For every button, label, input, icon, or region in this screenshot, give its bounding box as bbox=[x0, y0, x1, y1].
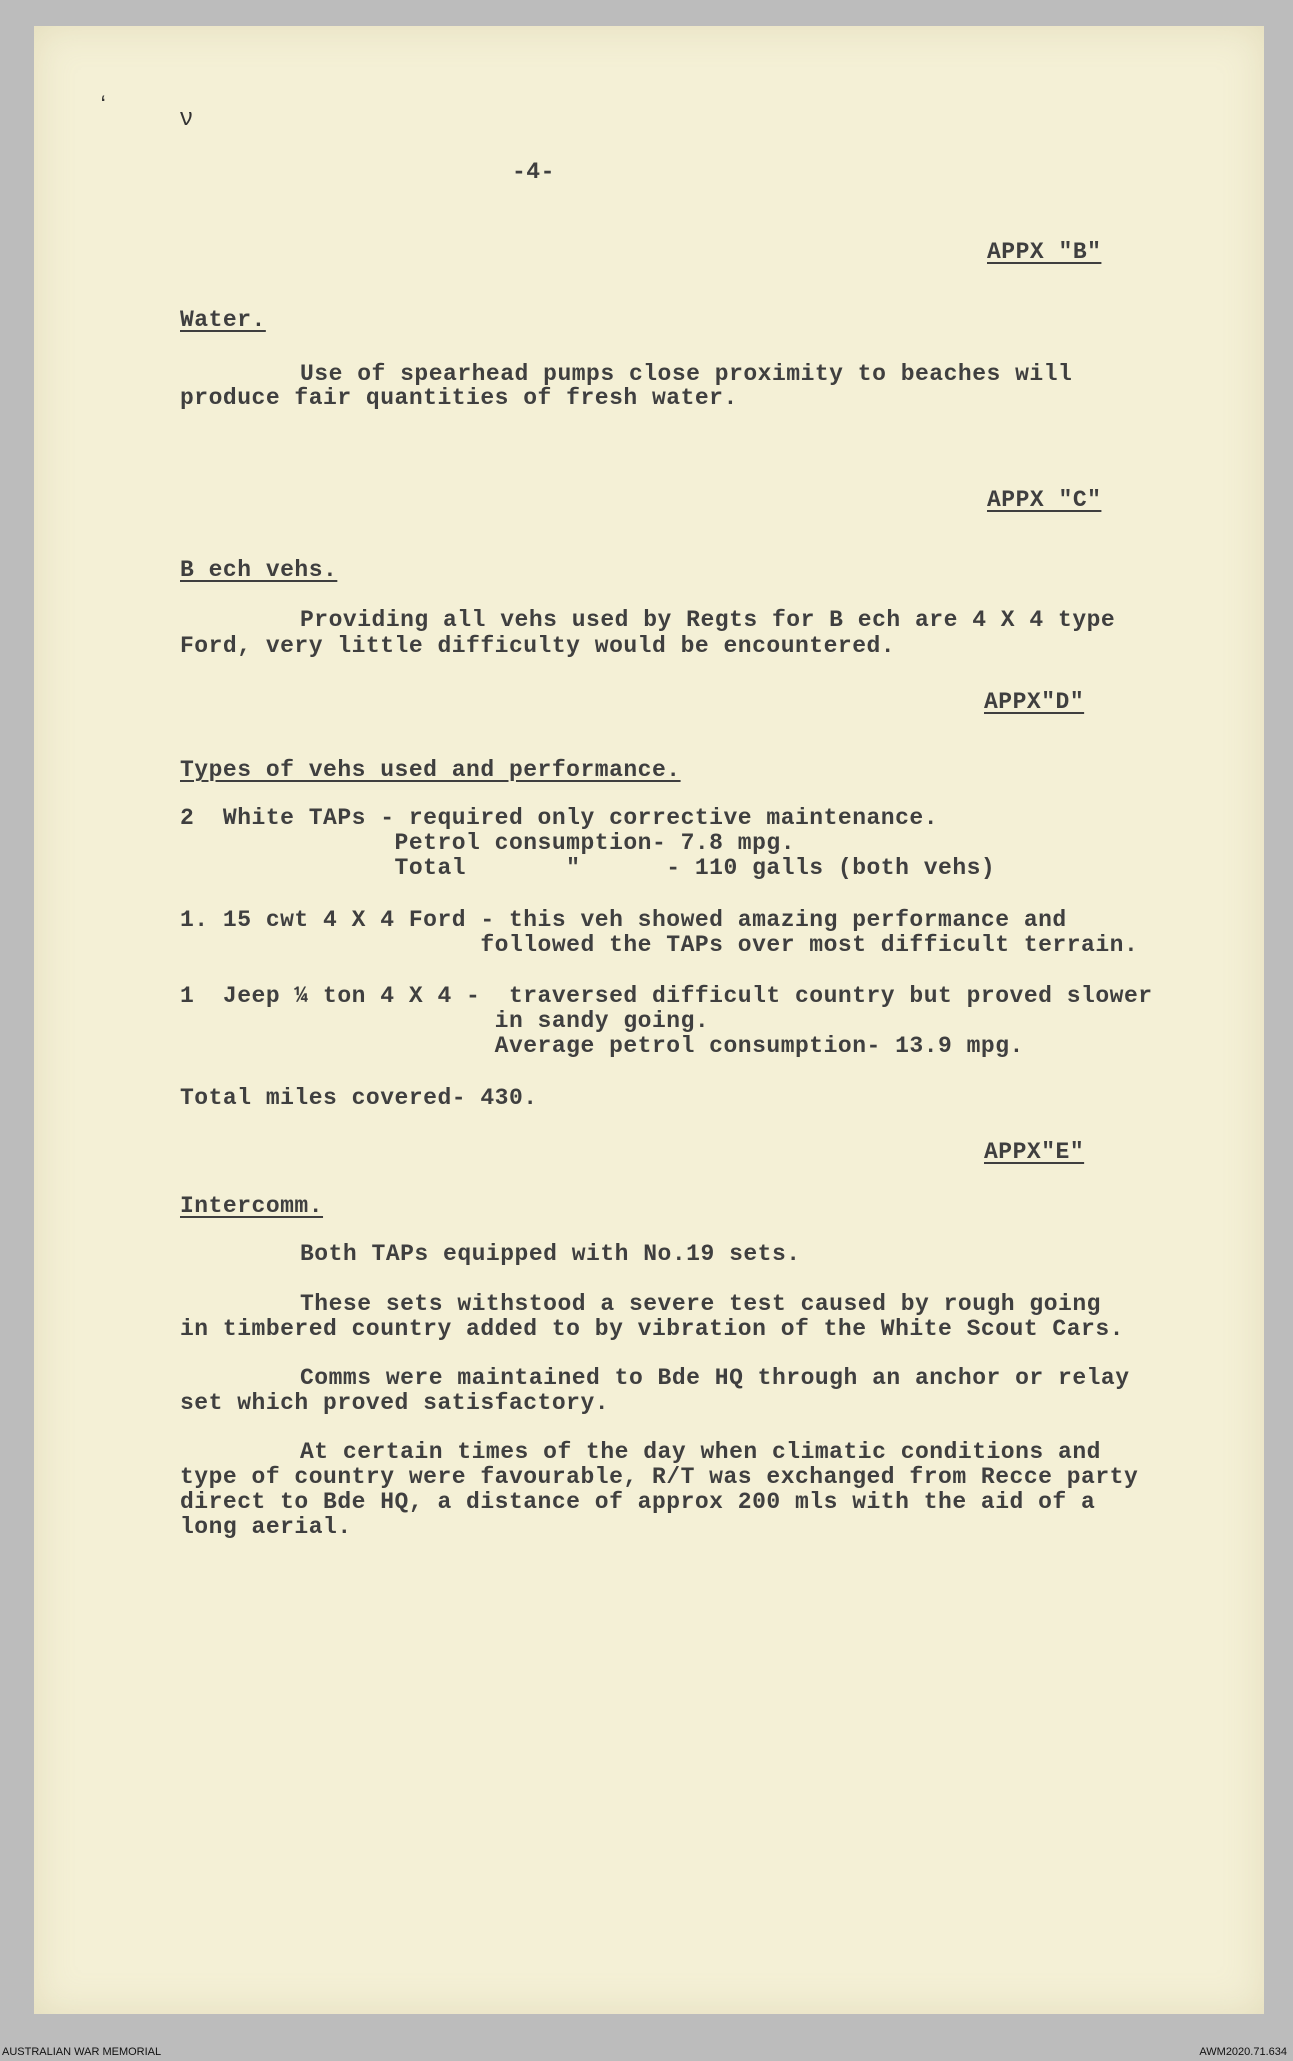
intercomm-para-line: type of country were favourable, R/T was exchanged from Recce party bbox=[180, 1464, 1139, 1490]
b-ech-para-line: Providing all vehs used by Regts for B ech are 4 X 4 type bbox=[300, 607, 1116, 633]
veh-item-line: followed the TAPs over most difficult terrain. bbox=[180, 932, 1139, 958]
water-heading: Water. bbox=[180, 307, 266, 333]
footer-right: AWM2020.71.634 bbox=[1199, 2046, 1287, 2058]
footer-left: AUSTRALIAN WAR MEMORIAL bbox=[2, 2046, 162, 2058]
veh-item-line: in sandy going. bbox=[180, 1008, 710, 1034]
b-ech-heading: B ech vehs. bbox=[180, 557, 338, 583]
water-para-line: Use of spearhead pumps close proximity to beaches will bbox=[300, 361, 1073, 387]
intercomm-para-line: Comms were maintained to Bde HQ through an anchor or relay bbox=[300, 1365, 1130, 1391]
veh-item-line: Total " - 110 galls (both vehs) bbox=[180, 855, 996, 881]
veh-item-line: 2 White TAPs - required only corrective maintenance. bbox=[180, 805, 939, 831]
appx-c-label: APPX "C" bbox=[987, 487, 1102, 513]
page-number: -4- bbox=[512, 159, 555, 185]
veh-item-line: 1 Jeep ¼ ton 4 X 4 - traversed difficult country but proved slower bbox=[180, 983, 1153, 1009]
appx-d-label: APPX"D" bbox=[984, 689, 1085, 715]
b-ech-para-line: Ford, very little difficulty would be encountered. bbox=[180, 633, 896, 659]
intercomm-heading: Intercomm. bbox=[180, 1193, 324, 1219]
total-miles: Total miles covered- 430. bbox=[180, 1085, 538, 1111]
intercomm-para-line: direct to Bde HQ, a distance of approx 200 mls with the aid of a bbox=[180, 1489, 1096, 1515]
intercomm-para-line: long aerial. bbox=[180, 1514, 352, 1540]
veh-item-line: 1. 15 cwt 4 X 4 Ford - this veh showed amazing performance and bbox=[180, 907, 1067, 933]
veh-item-line: Petrol consumption- 7.8 mpg. bbox=[180, 830, 795, 856]
intercomm-para-line: Both TAPs equipped with No.19 sets. bbox=[300, 1241, 801, 1267]
veh-item-line: Average petrol consumption- 13.9 mpg. bbox=[180, 1033, 1024, 1059]
document-page bbox=[34, 26, 1264, 2014]
stray-mark: ʻ bbox=[96, 94, 111, 121]
intercomm-para-line: set which proved satisfactory. bbox=[180, 1390, 610, 1416]
appx-e-label: APPX"E" bbox=[984, 1139, 1085, 1165]
appx-b-label: APPX "B" bbox=[987, 239, 1102, 265]
veh-types-heading: Types of vehs used and performance. bbox=[180, 757, 681, 783]
intercomm-para-line: These sets withstood a severe test caused by rough going bbox=[300, 1291, 1101, 1317]
intercomm-para-line: At certain times of the day when climatic conditions and bbox=[300, 1439, 1101, 1465]
water-para-line: produce fair quantities of fresh water. bbox=[180, 385, 738, 411]
stray-mark: ν bbox=[179, 106, 194, 133]
intercomm-para-line: in timbered country added to by vibration of the White Scout Cars. bbox=[180, 1316, 1124, 1342]
